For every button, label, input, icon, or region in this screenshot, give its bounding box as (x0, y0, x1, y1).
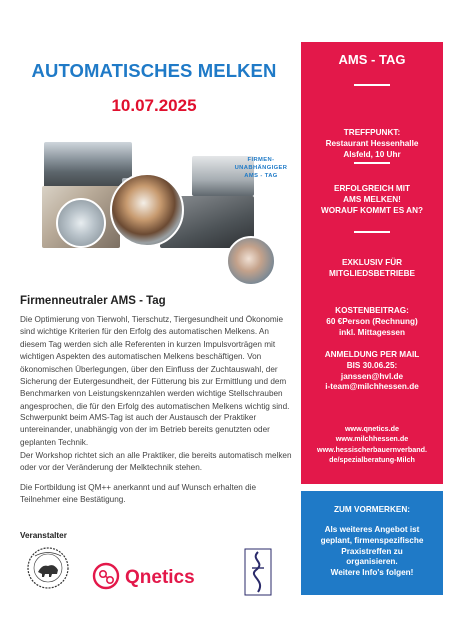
notice-line: Als weiteres Angebot ist (324, 525, 420, 534)
meeting-venue: Restaurant Hessenhalle (325, 138, 419, 148)
website-link[interactable]: www.milchhessen.de (335, 434, 409, 444)
website-links (305, 424, 439, 466)
success-slogan (307, 184, 437, 216)
audience-paragraph: Der Workshop richtet sich an alle Praktiker, die bereits automatisch melken oder vor der Veränderung der Melktechnik stehen. (20, 451, 292, 473)
website-link[interactable]: www.qnetics.de (344, 424, 400, 433)
divider (354, 231, 390, 233)
exclusive-line: MITGLIEDSBETRIEBE (329, 268, 415, 278)
cost-amount: 60 €Person (Rechnung) (326, 316, 418, 326)
exclusive-note (307, 258, 437, 280)
page-title: AUTOMATISCHES MELKEN (31, 60, 277, 81)
slogan-line: ERFOLGREICH MIT (334, 184, 410, 193)
notice-title: ZUM VORMERKEN: (334, 505, 410, 514)
save-the-date-box (301, 491, 443, 595)
registration-email-link[interactable]: janssen@hvl.de (340, 371, 404, 381)
registration-info (307, 350, 437, 393)
notice-line: organisieren. (346, 557, 398, 567)
sidebar-title: AMS - TAG (338, 52, 406, 67)
bauernverband-logo (244, 548, 272, 596)
notice-line: Praxistreffen zu (341, 546, 403, 556)
badge-line: FIRMEN- (247, 157, 275, 163)
farmer-photo (226, 236, 276, 286)
meeting-point (307, 128, 437, 160)
website-link[interactable]: www.hessischerbauernverband. (317, 444, 427, 454)
website-link[interactable]: de/spezialberatung-Milch (329, 455, 415, 465)
meeting-place-time: Alsfeld, 10 Uhr (343, 149, 401, 159)
slogan-line: AMS MELKEN! (343, 194, 401, 204)
notice-text (307, 525, 437, 579)
cost-label: KOSTENBEITRAG: (335, 306, 409, 315)
certification-paragraph: Die Fortbildung ist QM++ anerkannt und auf Wunsch erhalten die Teilnehmer eine Bestätigung. (20, 483, 257, 505)
divider (354, 162, 390, 164)
registration-label: ANMELDUNG PER MAIL (324, 350, 420, 359)
slogan-line: WORAUF KOMMT ES AN? (320, 205, 424, 215)
exchange-paragraph: Schwerpunkt beim AMS-Tag ist auch der Austausch der Praktiker untereinander, unabhängig von der im Betrieb bereits genutzten oder geplanten Technik. (20, 413, 270, 447)
intro-paragraph: Die Optimierung von Tierwohl, Tierschutz, Tiergesundheit und Ökonomie sind wichtige Kriterien für den Erfolg des automatischen Melkens. An diesem Tag werden sich alle Referenten in kurzen Impulsvorträgen mit wichtigen Aspekten des automatischen Melkens beschäftigen. Von ökonomischen Überlegungen, über den Einfluss der Zuchtauswahl, der Sicherung der Eutergesundheit, der Fütterung bis zur Ermittlung und dem Benchmarken von Leistungskennzahlen werden wichtige Stellschrauben angesprochen, die für den Erfolg des automatischen Melkens wichtig sind. (20, 315, 290, 411)
divider (354, 84, 390, 86)
meeting-label: TREFFPUNKT: (343, 128, 401, 137)
independent-badge (226, 157, 296, 180)
milchhessen-logo (26, 546, 70, 590)
exclusive-line: EXKLUSIV FÜR (341, 258, 403, 267)
section-heading: Firmenneutraler AMS - Tag (20, 295, 166, 307)
badge-line: UNABHÄNGIGER (234, 164, 288, 171)
cow-portrait-photo (110, 173, 184, 247)
info-sidebar (301, 42, 443, 484)
event-date: 10.07.2025 (111, 96, 197, 115)
notice-line: geplant, firmenspezifische (320, 535, 424, 545)
milking-cup-photo (56, 198, 106, 248)
qnetics-wordmark: Qnetics (125, 567, 195, 588)
registration-email-link[interactable]: i-team@milchhessen.de (325, 382, 419, 392)
badge-line: AMS - TAG (244, 172, 278, 179)
cost-info (307, 306, 437, 338)
qnetics-logo (92, 561, 220, 591)
cost-note: inkl. Mittagessen (339, 327, 405, 337)
notice-line: Weitere Info's folgen! (330, 568, 414, 578)
registration-deadline: BIS 30.06.25: (346, 360, 398, 370)
organizer-label: Veranstalter (20, 531, 67, 540)
